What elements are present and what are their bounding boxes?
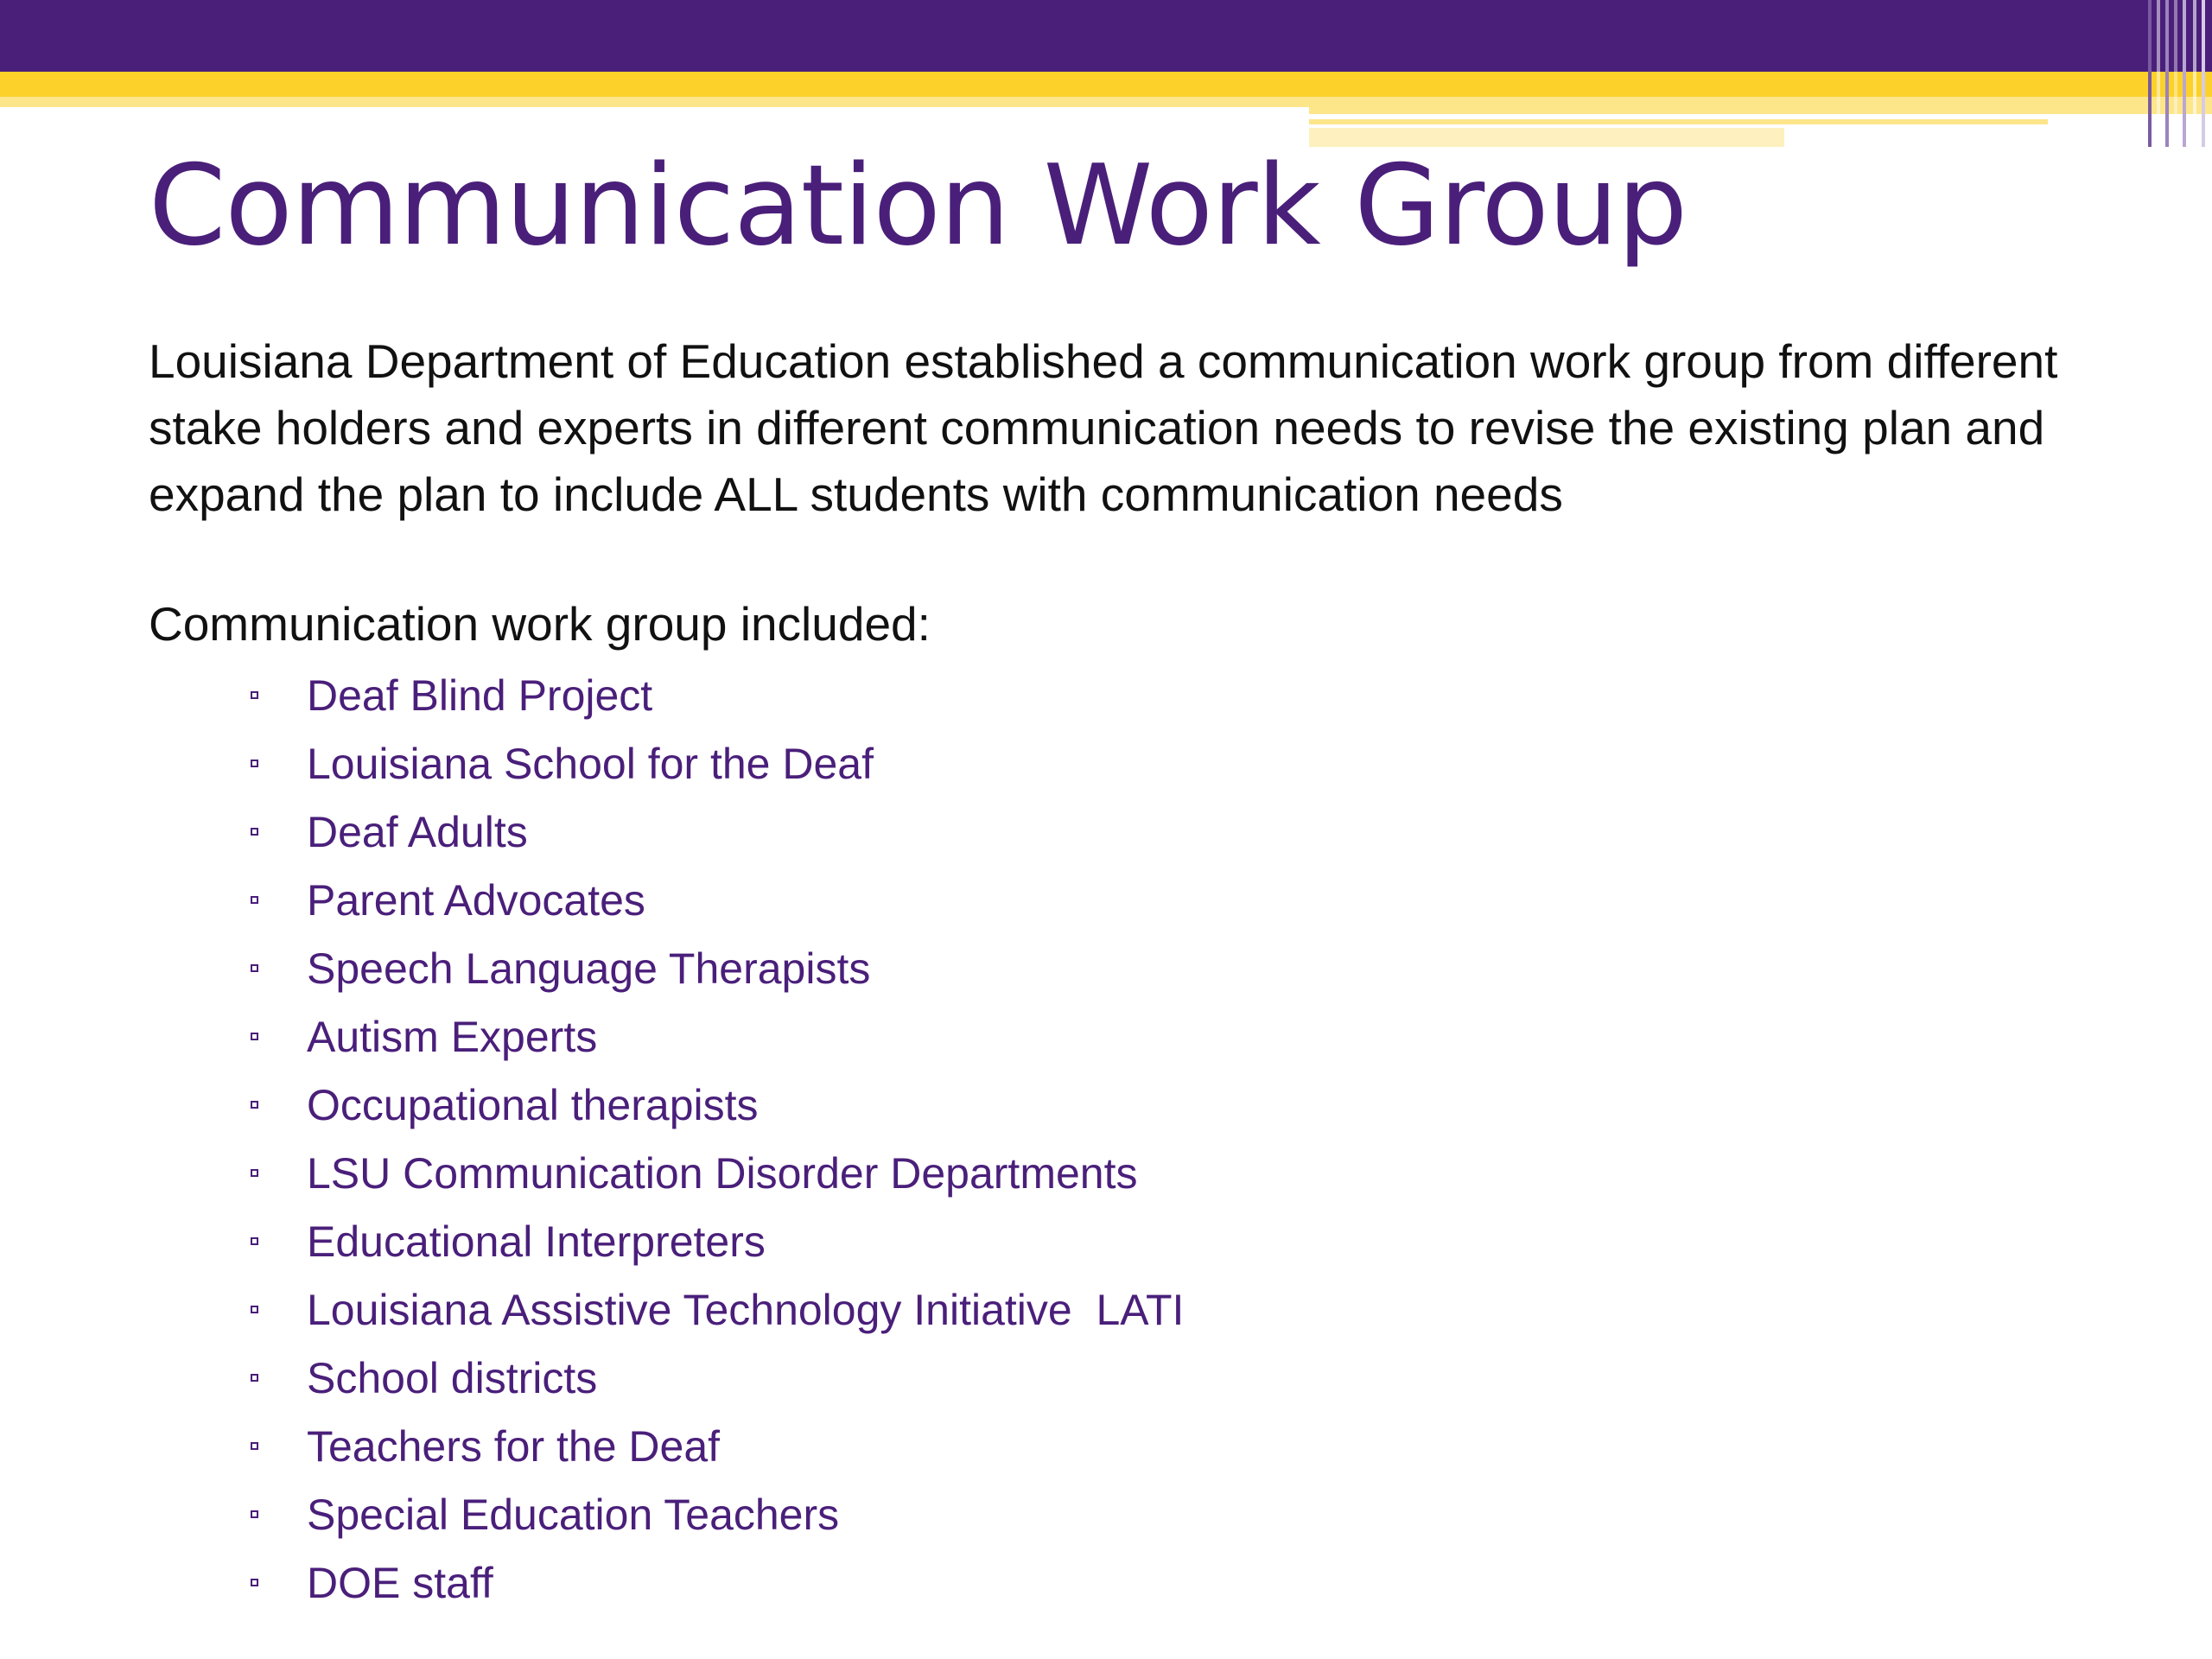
slide-title: Communication Work Group xyxy=(149,142,1688,270)
header-stripe xyxy=(2174,0,2177,147)
list-item-label: Occupational therapists xyxy=(307,1081,759,1129)
header-purple-band xyxy=(0,0,2212,72)
square-bullet-icon xyxy=(251,1237,258,1245)
square-bullet-icon xyxy=(251,1579,258,1586)
square-bullet-icon xyxy=(251,828,258,836)
header-light-gold-band-right xyxy=(1309,97,2212,114)
list-item-label: Parent Advocates xyxy=(307,876,645,925)
square-bullet-icon xyxy=(251,1169,258,1177)
list-item-label: Speech Language Therapists xyxy=(307,944,871,993)
list-item-label: DOE staff xyxy=(307,1559,493,1607)
intro-paragraph: Louisiana Department of Education established a communication work group from different stake holders and experts in different communication needs to revise the existing plan and expand the plan to include ALL students with communication needs xyxy=(149,334,2058,521)
list-item-label: Deaf Blind Project xyxy=(307,671,653,720)
list-item-label: Deaf Adults xyxy=(307,808,528,856)
header-stripe xyxy=(2157,0,2160,147)
list-item-label: Louisiana Assistive Technology Initiative LATI xyxy=(307,1286,1185,1334)
list-item-label: Autism Experts xyxy=(307,1013,598,1061)
header-stripe xyxy=(2202,0,2205,147)
list-item-label: Louisiana School for the Deaf xyxy=(307,740,874,788)
square-bullet-icon xyxy=(251,1442,258,1450)
header-stripe xyxy=(2193,0,2196,147)
square-bullet-icon xyxy=(251,1374,258,1382)
square-bullet-icon xyxy=(251,1306,258,1313)
header-gold-band xyxy=(0,72,2212,97)
square-bullet-icon xyxy=(251,964,258,972)
header-light-gold-band xyxy=(0,97,1309,107)
list-item-label: Special Education Teachers xyxy=(307,1491,840,1539)
square-bullet-icon xyxy=(251,1510,258,1518)
header-stripe xyxy=(2148,0,2152,147)
square-bullet-icon xyxy=(251,1101,258,1109)
header-stripe xyxy=(2183,0,2186,147)
list-item-label: Teachers for the Deaf xyxy=(307,1422,721,1471)
square-bullet-icon xyxy=(251,760,258,767)
square-bullet-icon xyxy=(251,691,258,699)
square-bullet-icon xyxy=(251,1033,258,1040)
list-item-label: Educational Interpreters xyxy=(307,1217,766,1266)
list-heading: Communication work group included: xyxy=(149,597,931,651)
header-stripe xyxy=(2165,0,2169,147)
list-item-label: LSU Communication Disorder Departments xyxy=(307,1149,1138,1198)
header-gold-line xyxy=(1309,119,2048,124)
square-bullet-icon xyxy=(251,896,258,904)
list-item-label: School districts xyxy=(307,1354,598,1402)
